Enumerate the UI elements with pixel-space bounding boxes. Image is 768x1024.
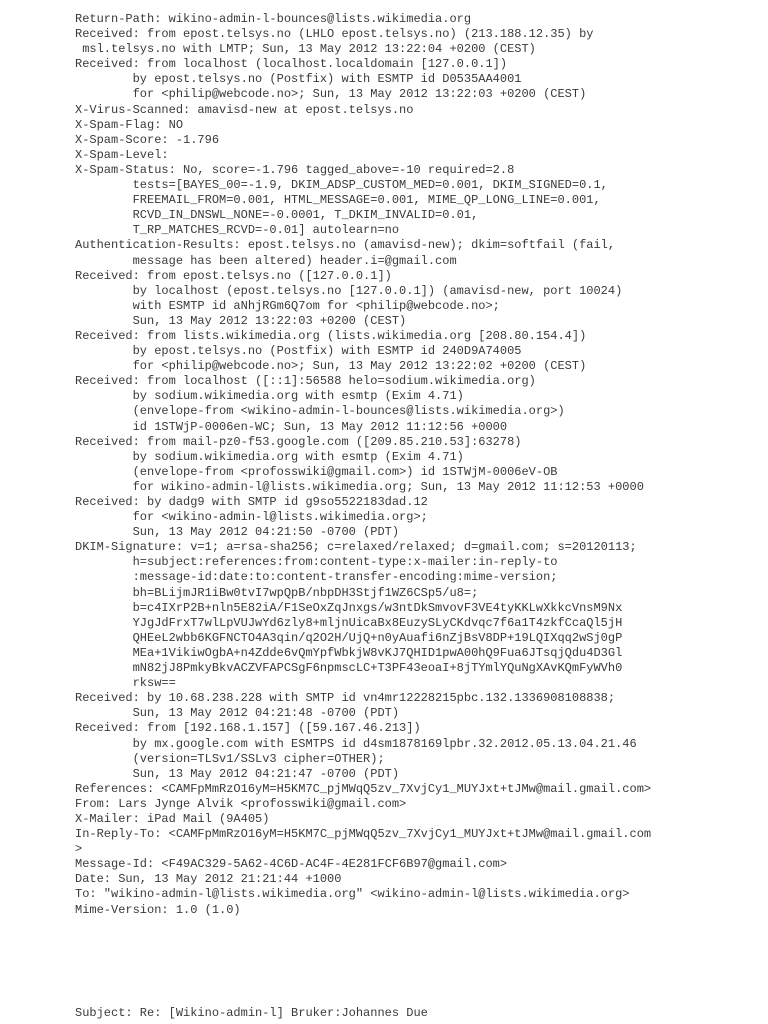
header-line: h=subject:references:from:content-type:x-mailer:in-reply-to [75,555,558,570]
email-subject: Subject: Re: [Wikino-admin-l] Bruker:Johannes Due [75,1006,428,1020]
header-line: DKIM-Signature: v=1; a=rsa-sha256; c=relaxed/relaxed; d=gmail.com; s=20120113; [75,540,637,555]
header-line: MEa+1VikiwOgbA+n4Zdde6vQmYpfWbkjW8vKJ7QHID1pwA00hQ9Fua6JTsqjQdu4D3Gl [75,645,623,660]
header-line: for <philip@webcode.no>; Sun, 13 May 2012 13:22:03 +0200 (CEST) [75,87,587,102]
header-line: X-Spam-Score: -1.796 [75,132,220,147]
header-line: msl.telsys.no with LMTP; Sun, 13 May 2012 13:22:04 +0200 (CEST) [75,42,536,57]
email-headers [75,12,755,918]
header-line: References: <CAMFpMmRzO16yM=H5KM7C_pjMWqQ5zv_7XvjCy1_MUYJxt+tJMw@mail.gmail.com> [75,781,652,796]
header-line: tests=[BAYES_00=-1.9, DKIM_ADSP_CUSTOM_MED=0.001, DKIM_SIGNED=0.1, [75,178,608,193]
header-line: YJgJdFrxT7wlLpVUJwYd6zly8+mljnUicaBx8EuzySLyCKdvqc7f6a1T4zkfCcaQl5jH [75,615,623,630]
header-line: Sun, 13 May 2012 13:22:03 +0200 (CEST) [75,313,407,328]
header-line: :message-id:date:to:content-transfer-encoding:mime-version; [75,570,558,585]
header-line: message has been altered) header.i=@gmail.com [75,253,457,268]
header-line: (envelope-from <wikino-admin-l-bounces@lists.wikimedia.org>) [75,404,565,419]
header-line: (envelope-from <profosswiki@gmail.com>) id 1STWjM-0006eV-OB [75,464,558,479]
header-line: Received: from localhost ([::1]:56588 helo=sodium.wikimedia.org) [75,374,536,389]
header-line: Received: by dadg9 with SMTP id g9so5522183dad.12 [75,495,428,509]
header-line: bh=BLijmJR1iBw0tvI7wpQpB/nbpDH3Stjf1WZ6CSp5/u8=; [75,585,479,600]
header-line: Message-Id: <F49AC329-5A62-4C6D-AC4F-4E281FCF6B97@gmail.com> [75,857,508,872]
header-line: Sun, 13 May 2012 04:21:50 -0700 (PDT) [75,525,400,540]
header-line: > [75,842,83,857]
header-line: Received: from epost.telsys.no (LHLO epost.telsys.no) (213.188.12.35) by [75,27,594,42]
header-line: Received: from mail-pz0-f53.google.com ([209.85.210.53]:63278) [75,434,522,449]
header-line: Date: Sun, 13 May 2012 21:21:44 +1000 [75,872,342,887]
header-line: Sun, 13 May 2012 04:21:47 -0700 (PDT) [75,766,400,781]
header-line: X-Spam-Status: No, score=-1.796 tagged_above=-10 required=2.8 [75,162,515,177]
header-line: by sodium.wikimedia.org with esmtp (Exim 4.71) [75,449,464,464]
header-line: To: "wikino-admin-l@lists.wikimedia.org" <wikino-admin-l@lists.wikimedia.org> [75,887,630,902]
header-line: id 1STWjP-0006en-WC; Sun, 13 May 2012 11:12:56 +0000 [75,419,508,434]
header-line: Received: by 10.68.238.228 with SMTP id vn4mr12228215pbc.132.1336908108838; [75,691,616,706]
header-line: Received: from epost.telsys.no ([127.0.0.1]) [75,268,392,283]
header-line: X-Spam-Flag: NO [75,117,184,132]
header-line: RCVD_IN_DNSWL_NONE=-0.0001, T_DKIM_INVALID=0.01, [75,208,479,223]
header-line: rksw== [75,676,176,691]
header-line: QHEeL2wbb6KGFNCTO4A3qin/q2O2H/UjQ+n0yAuafi6nZjBsV8DP+19LQIXqq2wSj0gP [75,630,623,645]
header-line: Return-Path: wikino-admin-l-bounces@lists.wikimedia.org [75,12,472,26]
header-line: T_RP_MATCHES_RCVD=-0.01] autolearn=no [75,223,400,238]
header-line: In-Reply-To: <CAMFpMmRzO16yM=H5KM7C_pjMWqQ5zv_7XvjCy1_MUYJxt+tJMw@mail.gmail.com [75,827,652,842]
header-line: Received: from lists.wikimedia.org (lists.wikimedia.org [208.80.154.4]) [75,328,587,343]
header-line: with ESMTP id aNhjRGm6Q7om for <philip@webcode.no>; [75,298,500,313]
header-line: Authentication-Results: epost.telsys.no (amavisd-new); dkim=softfail (fail, [75,238,616,253]
header-line: X-Spam-Level: [75,147,169,162]
header-line: Sun, 13 May 2012 04:21:48 -0700 (PDT) [75,706,400,721]
header-line: X-Virus-Scanned: amavisd-new at epost.telsys.no [75,102,414,117]
header-line: (version=TLSv1/SSLv3 cipher=OTHER); [75,751,385,766]
header-line: by localhost (epost.telsys.no [127.0.0.1]) (amavisd-new, port 10024) [75,283,623,298]
header-line: for wikino-admin-l@lists.wikimedia.org; Sun, 13 May 2012 11:12:53 +0000 [75,479,644,494]
header-line: FREEMAIL_FROM=0.001, HTML_MESSAGE=0.001, MIME_QP_LONG_LINE=0.001, [75,193,601,208]
header-line: mN82jJ8PmkyBkvACZVFAPCSgF6npmscLC+T3PF43eoaI+8jTYmlYQuNgXAvKQmFyWVh0 [75,661,623,676]
header-line: X-Mailer: iPad Mail (9A405) [75,811,270,826]
header-line: Received: from [192.168.1.157] ([59.167.46.213]) [75,721,421,736]
header-line: by mx.google.com with ESMTPS id d4sm1878169lpbr.32.2012.05.13.04.21.46 [75,736,637,751]
header-line: Received: from localhost (localhost.localdomain [127.0.0.1]) [75,57,508,72]
header-line: by sodium.wikimedia.org with esmtp (Exim 4.71) [75,389,464,404]
header-line: by epost.telsys.no (Postfix) with ESMTP id 240D9A74005 [75,344,522,359]
header-line: for <wikino-admin-l@lists.wikimedia.org>; [75,510,428,525]
header-line: b=c4IXrP2B+nln5E82iA/F1SeOxZqJnxgs/w3ntDkSmvovF3VE4tyKKLwXkkcVnsM9Nx [75,600,623,615]
header-line: From: Lars Jynge Alvik <profosswiki@gmail.com> [75,796,407,811]
header-line: for <philip@webcode.no>; Sun, 13 May 2012 13:22:02 +0200 (CEST) [75,359,587,374]
header-line: by epost.telsys.no (Postfix) with ESMTP id D0535AA4001 [75,72,522,87]
header-line: Mime-Version: 1.0 (1.0) [75,902,241,917]
